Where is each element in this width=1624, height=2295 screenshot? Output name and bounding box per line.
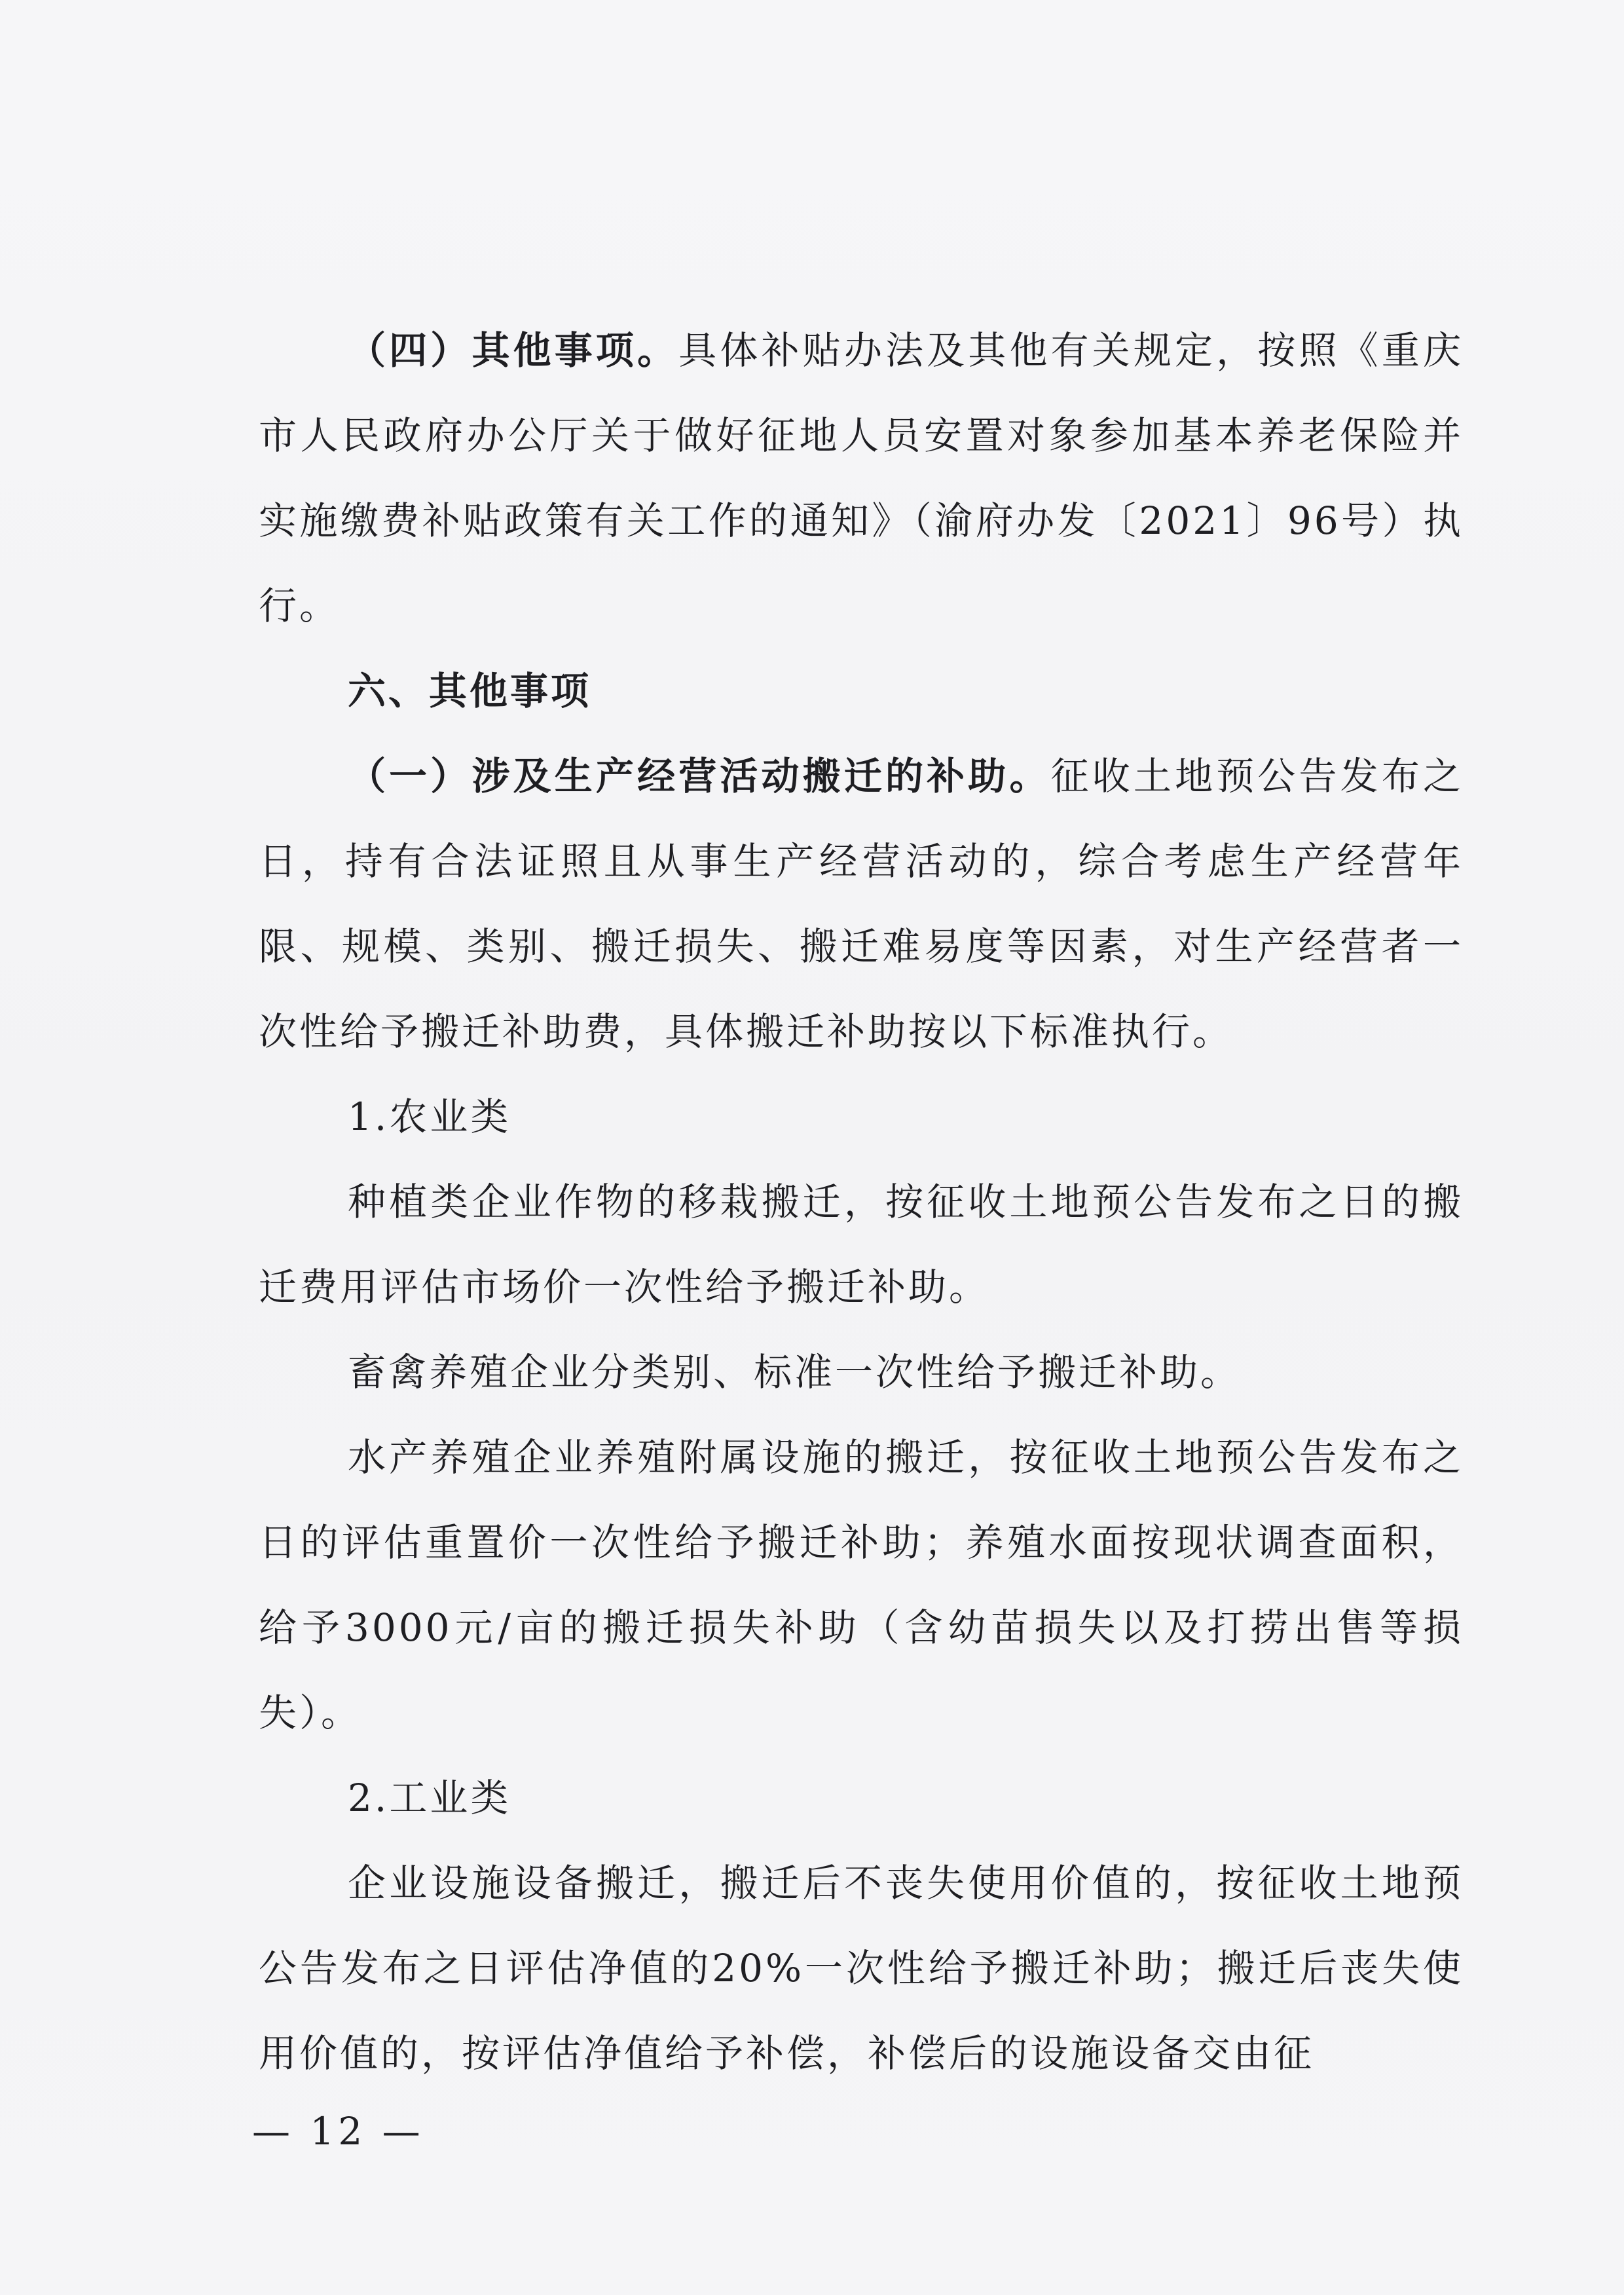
- document-body: [259, 308, 1464, 2096]
- paragraph-lead: （一）涉及生产经营活动搬迁的补助。: [348, 754, 1051, 798]
- page-number: — 12 —: [252, 2109, 424, 2154]
- section-heading: 六、其他事项: [348, 669, 592, 713]
- paragraph-lead: （四）其他事项。: [348, 328, 679, 373]
- subheading-industry: 2.工业类: [348, 1776, 511, 1820]
- paragraph-aquaculture: 水产养殖企业养殖附属设施的搬迁，按征收土地预公告发布之日的评估重置价一次性给予搬迁补助；养殖水面按现状调查面积，给予3000元/亩的搬迁损失补助（含幼苗损失以及打捞出售等损失）。: [259, 1435, 1464, 1735]
- paragraph-text: 征收土地预公告发布之日，持有合法证照且从事生产经营活动的，综合考虑生产经营年限、规模、类别、搬迁损失、搬迁难易度等因素，对生产经营者一次性给予搬迁补助费，具体搬迁补助按以下标准执行。: [259, 754, 1464, 1054]
- paragraph-equipment: 企业设施设备搬迁，搬迁后不丧失使用价值的，按征收土地预公告发布之日评估净值的20%一次性给予搬迁补助；搬迁后丧失使用价值的，按评估净值给予补偿，补偿后的设施设备交由征: [259, 1861, 1464, 2076]
- paragraph-planting: 种植类企业作物的移栽搬迁，按征收土地预公告发布之日的搬迁费用评估市场价一次性给予搬迁补助。: [259, 1180, 1464, 1309]
- paragraph-relocation-subsidy: [259, 734, 1464, 1074]
- paragraph-livestock: 畜禽养殖企业分类别、标准一次性给予搬迁补助。: [348, 1350, 1242, 1394]
- subheading-agriculture: 1.农业类: [348, 1094, 511, 1139]
- paragraph-other-matters-4: [259, 308, 1464, 648]
- paragraph-text: 具体补贴办法及其他有关规定，按照《重庆市人民政府办公厅关于做好征地人员安置对象参加基本养老保险并实施缴费补贴政策有关工作的通知》（渝府办发〔2021〕96号）执行。: [259, 328, 1464, 628]
